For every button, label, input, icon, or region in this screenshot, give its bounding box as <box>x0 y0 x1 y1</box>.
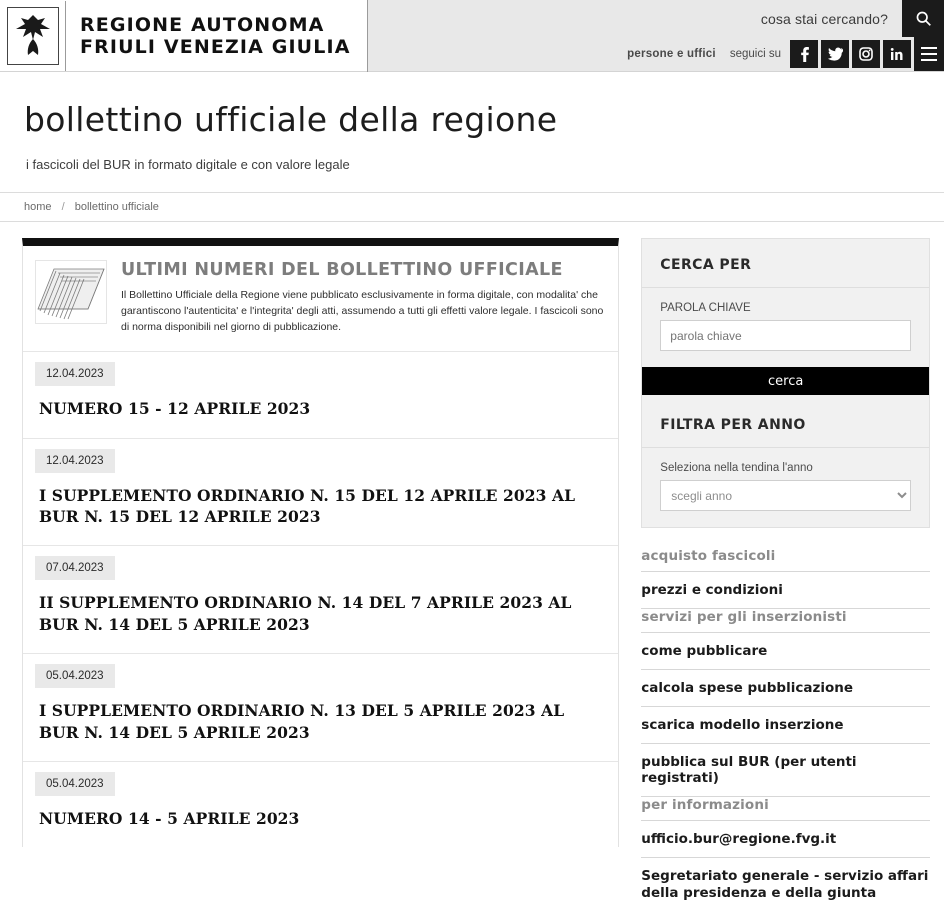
list-item[interactable] <box>23 438 618 546</box>
persone-e-uffici-link[interactable]: persone e uffici <box>627 48 716 60</box>
region-line-1: REGIONE AUTONOMA <box>80 13 325 36</box>
page-body <box>0 222 944 911</box>
item-title-link[interactable]: II SUPPLEMENTO ORDINARIO N. 14 DEL 7 APRILE 2023 AL BUR N. 14 DEL 5 APRILE 2023 <box>39 593 572 634</box>
item-title[interactable] <box>39 808 606 829</box>
eagle-crest-icon <box>0 1 66 71</box>
twitter-icon[interactable] <box>821 40 849 68</box>
sidebar-link-pubblica-sul-bur[interactable]: pubblica sul BUR (per utenti registrati) <box>641 744 930 798</box>
page-heading-area <box>0 72 944 172</box>
item-date: 12.04.2023 <box>35 362 115 386</box>
intro-card <box>22 238 619 351</box>
sidebar-link-come-pubblicare[interactable]: come pubblicare <box>641 633 930 670</box>
item-date: 12.04.2023 <box>35 449 115 473</box>
region-wordmark <box>66 14 367 59</box>
item-title[interactable] <box>39 398 606 419</box>
year-panel-heading: FILTRA PER ANNO <box>660 417 806 433</box>
item-title-link[interactable]: I SUPPLEMENTO ORDINARIO N. 15 DEL 12 APRILE 2023 AL BUR N. 15 DEL 12 APRILE 2023 <box>39 485 576 526</box>
breadcrumb <box>0 192 944 222</box>
sidebar-link-prezzi-e-condizioni[interactable]: prezzi e condizioni <box>641 572 930 609</box>
intro-heading: ULTIMI NUMERI DEL BOLLETTINO UFFICIALE <box>121 260 563 280</box>
item-title-link[interactable]: NUMERO 15 - 12 APRILE 2023 <box>39 399 311 419</box>
list-item[interactable] <box>23 351 618 437</box>
list-item[interactable] <box>23 545 618 653</box>
breadcrumb-item-home[interactable]: home <box>24 201 52 213</box>
search-panel-heading: CERCA PER <box>660 257 752 273</box>
item-date: 07.04.2023 <box>35 556 115 580</box>
sidebar-link-calcola-spese[interactable]: calcola spese pubblicazione <box>641 670 930 707</box>
header-right <box>368 0 944 71</box>
keyword-field-wrap <box>642 320 929 367</box>
intro-text <box>121 260 606 335</box>
sidebar-link-email[interactable]: ufficio.bur@regione.fvg.it <box>641 821 930 858</box>
linkedin-icon[interactable] <box>883 40 911 68</box>
item-title-link[interactable]: NUMERO 14 - 5 APRILE 2023 <box>39 808 300 828</box>
group-heading-acquisto: acquisto fascicoli <box>641 548 930 572</box>
hamburger-menu-icon[interactable] <box>914 37 944 71</box>
sidebar-link-groups <box>641 548 930 911</box>
breadcrumb-separator: / <box>61 201 65 213</box>
burger-line <box>921 59 937 61</box>
main-content <box>22 238 619 911</box>
facebook-icon[interactable] <box>790 40 818 68</box>
header-search-row <box>368 0 944 37</box>
keyword-label: PAROLA CHIAVE <box>660 302 751 314</box>
site-header <box>0 0 944 72</box>
year-select-wrap <box>642 480 929 527</box>
instagram-icon[interactable] <box>852 40 880 68</box>
page-title: bollettino ufficiale della regione <box>24 100 558 139</box>
group-heading-informazioni: per informazioni <box>641 797 930 821</box>
list-item[interactable] <box>23 761 618 847</box>
search-prompt[interactable]: cosa stai cercando? <box>760 10 888 27</box>
search-input[interactable] <box>660 320 911 351</box>
sidebar-link-scarica-modello[interactable]: scarica modello inserzione <box>641 707 930 744</box>
header-utility-row <box>368 37 944 71</box>
region-logo[interactable] <box>0 0 368 72</box>
search-icon[interactable] <box>902 0 944 37</box>
search-submit-button[interactable]: cerca <box>642 367 929 395</box>
sidebar <box>641 238 930 911</box>
item-title[interactable] <box>39 592 606 635</box>
breadcrumb-item-current[interactable]: bollettino ufficiale <box>74 201 159 213</box>
page-subtitle: i fascicoli del BUR in formato digitale e con valore legale <box>26 157 350 172</box>
search-panel <box>641 238 930 528</box>
year-select[interactable] <box>660 480 911 511</box>
burger-line <box>921 53 937 55</box>
group-heading-servizi: servizi per gli inserzionisti <box>641 609 930 633</box>
item-title[interactable] <box>39 700 606 743</box>
item-date: 05.04.2023 <box>35 772 115 796</box>
intro-paragraph: Il Bollettino Ufficiale della Regione viene pubblicato esclusivamente in forma digitale, con modalita' che garantiscono l'autenticita' e l'integrita' degli atti, assumendo a tutti gli effetti valore legale. I fascicoli sono di norma disponibili nel giorno di pubblicazione. <box>121 289 604 333</box>
bulletin-list <box>22 351 619 847</box>
item-title-link[interactable]: I SUPPLEMENTO ORDINARIO N. 13 DEL 5 APRILE 2023 AL BUR N. 14 DEL 5 APRILE 2023 <box>39 701 565 742</box>
document-stack-image <box>35 260 107 324</box>
sidebar-link-segretariato[interactable]: Segretariato generale - servizio affari della presidenza e della giunta <box>641 868 929 901</box>
region-line-2: FRIULI VENEZIA GIULIA <box>80 36 351 58</box>
item-title[interactable] <box>39 485 606 528</box>
item-date: 05.04.2023 <box>35 664 115 688</box>
follow-label: seguici su <box>729 48 781 60</box>
burger-line <box>921 47 937 49</box>
year-hint: Seleziona nella tendina l'anno <box>660 462 813 474</box>
list-item[interactable] <box>23 653 618 761</box>
